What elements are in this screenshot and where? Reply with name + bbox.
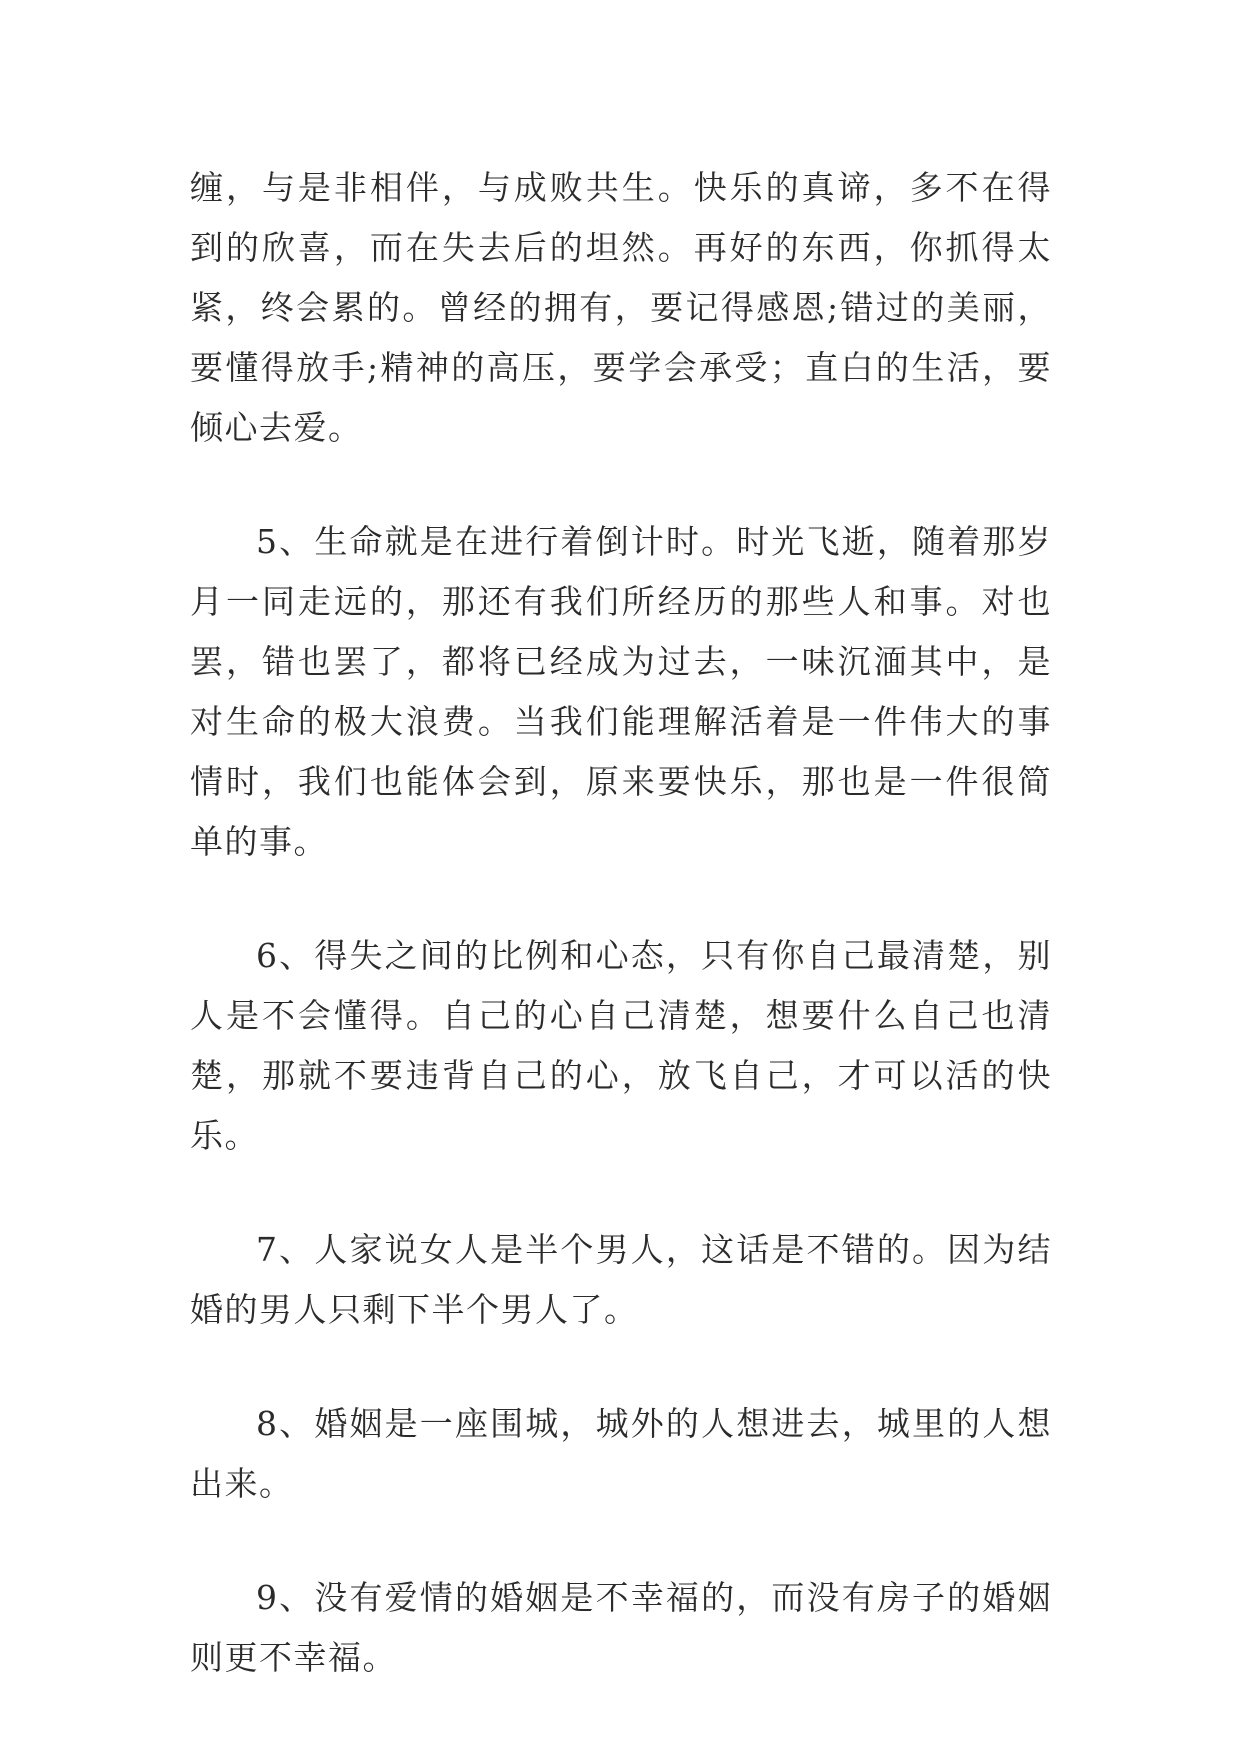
paragraph-continued: 缠，与是非相伴，与成败共生。快乐的真谛，多不在得到的欣喜，而在失去后的坦然。再好的东西，你抓得太紧，终会累的。曾经的拥有，要记得感恩;错过的美丽，要懂得放手;精神的高压，要学会承受；直白的生活，要倾心去爱。	[190, 168, 1052, 447]
paragraph-9: 9、没有爱情的婚姻是不幸福的，而没有房子的婚姻则更不幸福。	[190, 1578, 1052, 1677]
paragraph-5: 5、生命就是在进行着倒计时。时光飞逝，随着那岁月一同走远的，那还有我们所经历的那些人和事。对也罢，错也罢了，都将已经成为过去，一味沉湎其中，是对生命的极大浪费。当我们能理解活着是一件伟大的事情时，我们也能体会到，原来要快乐，那也是一件很简单的事。	[190, 522, 1052, 861]
document-body	[190, 158, 1052, 1742]
paragraph-6: 6、得失之间的比例和心态，只有你自己最清楚，别人是不会懂得。自己的心自己清楚，想要什么自己也清楚，那就不要违背自己的心，放飞自己，才可以活的快乐。	[190, 936, 1052, 1155]
paragraph-7: 7、人家说女人是半个男人，这话是不错的。因为结婚的男人只剩下半个男人了。	[190, 1230, 1052, 1329]
paragraph-8: 8、婚姻是一座围城，城外的人想进去，城里的人想出来。	[190, 1404, 1052, 1503]
